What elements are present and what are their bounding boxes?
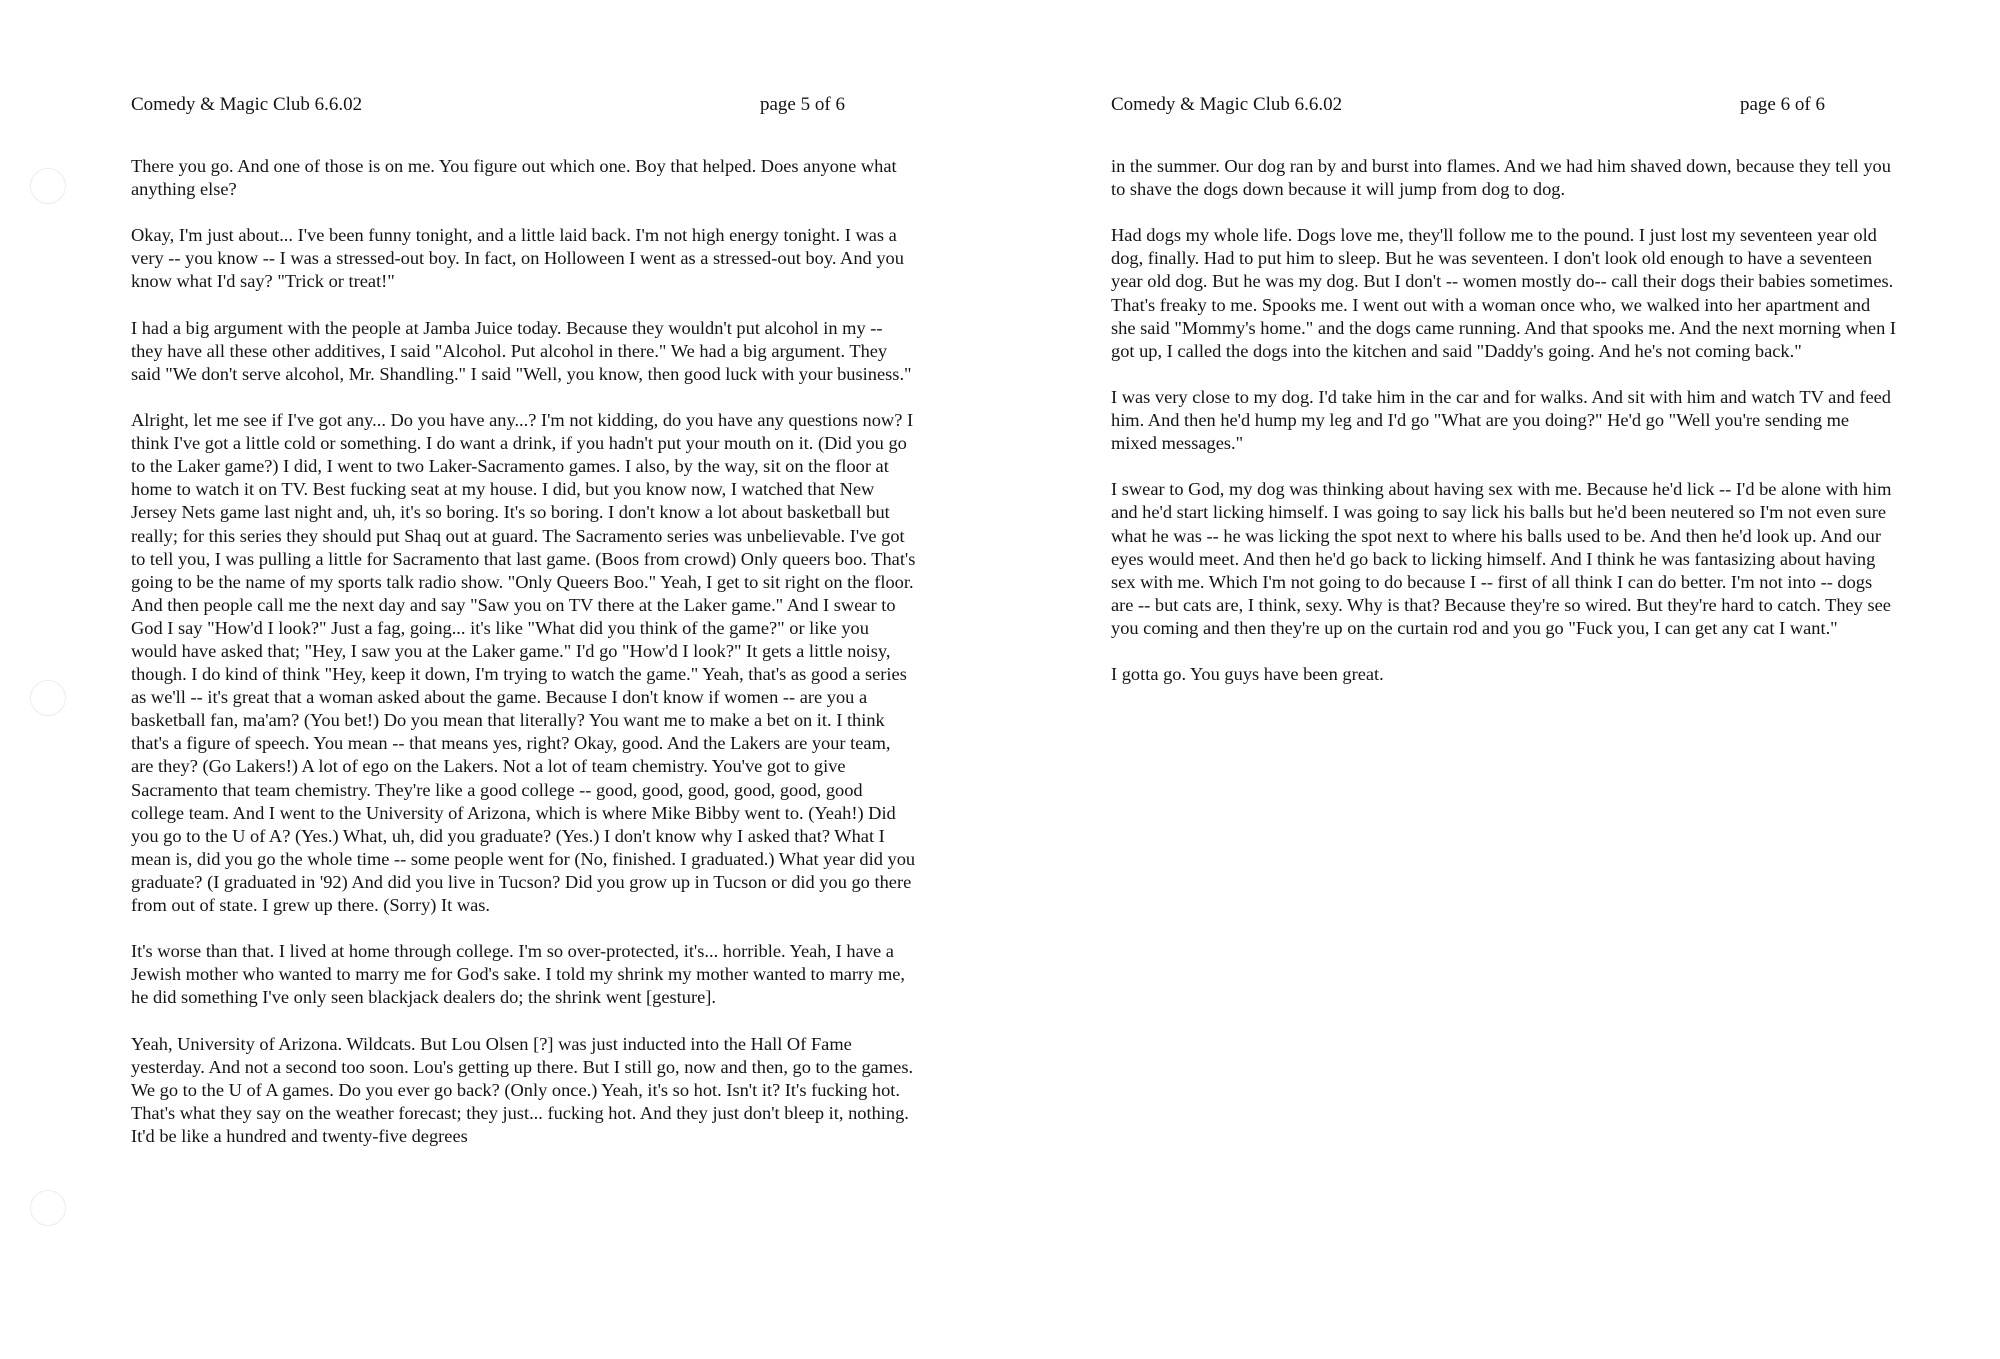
paragraph: Okay, I'm just about... I've been funny tonight, and a little laid back. I'm not high energy tonight. I was a very -- you know -- I was a stressed-out boy. In fact, on Holloween I went as a stressed-out boy. And you know what I'd say? "Trick or treat!"	[131, 225, 904, 292]
page-header-title: Comedy & Magic Club 6.6.02	[1111, 94, 1343, 115]
punch-hole-mark	[30, 168, 66, 204]
punch-hole-mark	[30, 680, 66, 716]
paragraph: Had dogs my whole life. Dogs love me, they'll follow me to the pound. I just lost my seventeen year old dog, finally. Had to put him to sleep. But he was seventeen. I don't look old enough to have a seventeen year old dog. But he was my dog. But I don't -- women mostly do-- call their dogs their babies sometimes. That's freaky to me. Spooks me. I went out with a woman once who, we walked into her apartment and she said "Mommy's home." and the dogs came running. And that spooks me. And the next morning when I got up, I called the dogs into the kitchen and said "Daddy's going. And he's not coming back."	[1111, 225, 1897, 361]
punch-hole-mark	[30, 1190, 66, 1226]
transcript-body	[1111, 155, 1896, 709]
page-number: page 6 of 6	[1740, 94, 1825, 115]
transcript-body	[131, 155, 916, 1171]
paragraph: I swear to God, my dog was thinking about having sex with me. Because he'd lick -- I'd be alone with him and he'd start licking himself. I was going to say lick his balls but he'd been neutered so I'm not even sure what he was -- he was licking the spot next to where his balls used to be. And then he'd look up. And our eyes would meet. And then he'd go back to licking himself. And I think he was fantasizing about having sex with me. Which I'm not going to do because I -- first of all think I can do better. I'm not into -- dogs are -- but cats are, I think, sexy. Why is that? Because they're so wired. But they're hard to catch. They see you coming and then they're up on the curtain rod and you go "Fuck you, I can get any cat I want."	[1111, 479, 1892, 638]
page-number: page 5 of 6	[760, 94, 845, 115]
paragraph: It's worse than that. I lived at home through college. I'm so over-protected, it's... horrible. Yeah, I have a Jewish mother who wanted to marry me for God's sake. I told my shrink my mother wanted to marry me, he did something I've only seen blackjack dealers do; the shrink went [gesture].	[131, 941, 906, 1008]
paragraph: Yeah, University of Arizona. Wildcats. But Lou Olsen [?] was just inducted into the Hall Of Fame yesterday. And not a second too soon. Lou's getting up there. But I still go, now and then, go to the games. We go to the U of A games. Do you ever go back? (Only once.) Yeah, it's so hot. Isn't it? It's fucking hot. That's what they say on the weather forecast; they just... fucking hot. And they just don't bleep it, nothing. It'd be like a hundred and twenty-five degrees	[131, 1033, 914, 1146]
page-header-title: Comedy & Magic Club 6.6.02	[131, 94, 363, 115]
paragraph: in the summer. Our dog ran by and burst into flames. And we had him shaved down, because they tell you to shave the dogs down because it will jump from dog to dog.	[1111, 156, 1891, 200]
page-6	[1000, 0, 2000, 1359]
paragraph: I had a big argument with the people at Jamba Juice today. Because they wouldn't put alcohol in my -- they have all these other additives, I said "Alcohol. Put alcohol in there." We had a big argument. They said "We don't serve alcohol, Mr. Shandling." I said "Well, you know, then good luck with your business."	[131, 317, 912, 384]
paragraph: I was very close to my dog. I'd take him in the car and for walks. And sit with him and watch TV and feed him. And then he'd hump my leg and I'd go "What are you doing?" He'd go "Well you're sending me mixed messages."	[1111, 386, 1891, 454]
paragraph: Alright, let me see if I've got any... Do you have any...? I'm not kidding, do you have any questions now? I think I've got a little cold or something. I do want a drink, if you hadn't put your mouth on it. (Did you go to the Laker game?) I did, I went to two Laker-Sacramento games. I also, by the way, sit on the floor at home to watch it on TV. Best fucking seat at my house. I did, but you know now, I watched that New Jersey Nets game last night and, uh, it's so boring. It's so boring. I don't know a lot about basketball but really; for this series they should put Shaq out at guard. The Sacramento series was unbelievable. I've got to tell you, I was pulling a little for Sacramento that last game. (Boos from crowd) Only queers boo. That's going to be the name of my sports talk radio show. "Only Queers Boo." Yeah, I get to sit right on the floor. And then people call me the next day and say "Saw you on TV there at the Laker game." And I swear to God I say "How'd I look?" Just a fag, going... it's like "What did you think of the game?" or like you would have asked that; "Hey, I saw you at the Laker game." I'd go "How'd I look?" It gets a little noisy, though. I do kind of think "Hey, keep it down, I'm trying to watch the game." Yeah, that's as good a series as we'll -- it's great that a woman asked about the game. Because I don't know if women -- are you a basketball fan, ma'am? (You bet!) Do you mean that literally? You want me to make a bet on it. I think that's a figure of speech. You mean -- that means yes, right? Okay, good. And the Lakers are your team, are they? (Go Lakers!) A lot of ego on the Lakers. Not a lot of team chemistry. You've got to give Sacramento that team chemistry. They're like a good college -- good, good, good, good, good, good college team. And I went to the University of Arizona, which is where Mike Bibby went to. (Yeah!) Did you go to the U of A? (Yes.) What, uh, did you graduate? (Yes.) I don't know why I asked that? What I mean is, did you go the whole time -- some people went for (No, finished. I graduated.) What year did you graduate? (I graduated in '92) And did you live in Tucson? Did you grow up in Tucson or did you go there from out of state. I grew up there. (Sorry) It was.	[131, 410, 916, 915]
paragraph: There you go. And one of those is on me. You figure out which one. Boy that helped. Does anyone what anything else?	[131, 156, 897, 200]
paragraph: I gotta go. You guys have been great.	[1111, 664, 1384, 685]
